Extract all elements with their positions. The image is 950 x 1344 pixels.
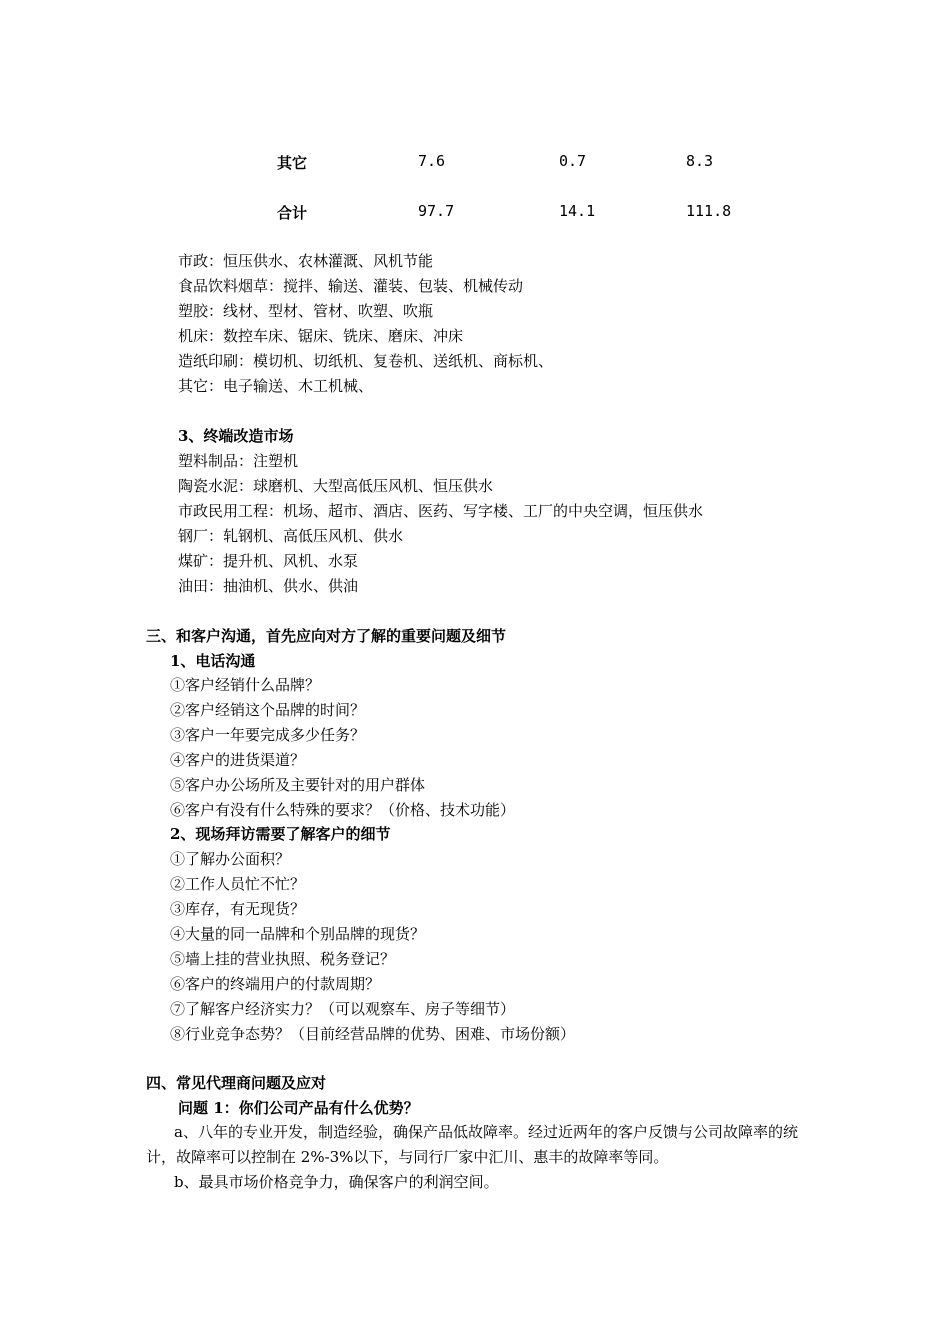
market-line: 钢厂：轧钢机、高低压风机、供水 [178,527,404,545]
industry-line: 机床：数控车床、锯床、铣床、磨床、冲床 [178,327,464,345]
question-item: ④客户的进货渠道？ [170,751,306,769]
industry-line: 食品饮料烟草：搅拌、输送、灌装、包装、机械传动 [178,277,524,295]
answer-paragraph: b、最具市场价格竞争力，确保客户的利润空间。 [174,1173,499,1191]
market-line: 煤矿：提升机、风机、水泵 [178,552,359,570]
subsection-heading: 2、现场拜访需要了解客户的细节 [170,825,391,843]
section-heading: 3、终端改造市场 [178,427,294,445]
detail-item: ②工作人员忙不忙？ [170,875,306,893]
industry-line: 造纸印刷：模切机、切纸机、复卷机、送纸机、商标机、 [178,352,554,370]
market-line: 塑料制品：注塑机 [178,452,299,470]
part-heading: 三、和客户沟通，首先应向对方了解的重要问题及细节 [146,627,507,645]
row-label: 合计 [277,204,308,222]
detail-item: ①了解办公面积？ [170,850,291,868]
detail-item: ④大量的同一品牌和个别品牌的现货？ [170,925,426,943]
question-heading: 问题 1：你们公司产品有什么优势？ [178,1099,419,1117]
row-value-3: 8.3 [686,152,714,170]
question-item: ①客户经销什么品牌？ [170,676,321,694]
row-label: 其它 [277,154,308,172]
question-item: ⑥客户有没有什么特殊的要求？（价格、技术功能） [170,801,516,819]
row-value-2: 0.7 [559,152,587,170]
detail-item: ⑤墙上挂的营业执照、税务登记？ [170,950,396,968]
industry-line: 塑胶：线材、型材、管材、吹塑、吹瓶 [178,302,434,320]
detail-item: ⑦了解客户经济实力？（可以观察车、房子等细节） [170,1000,516,1018]
market-line: 油田：抽油机、供水、供油 [178,577,359,595]
industry-line: 其它：电子输送、木工机械、 [178,377,374,395]
row-value-2: 14.1 [559,202,596,220]
market-line: 陶瓷水泥：球磨机、大型高低压风机、恒压供水 [178,477,494,495]
row-value-3: 111.8 [686,202,732,220]
industry-line: 市政：恒压供水、农林灌溉、风机节能 [178,252,434,270]
question-item: ⑤客户办公场所及主要针对的用户群体 [170,776,426,794]
subsection-heading: 1、电话沟通 [170,652,256,670]
market-line: 市政民用工程：机场、超市、酒店、医药、写字楼、工厂的中央空调，恒压供水 [178,502,704,520]
detail-item: ③库存，有无现货？ [170,900,306,918]
table-row [0,202,950,226]
row-value-1: 97.7 [418,202,455,220]
detail-item: ⑧行业竞争态势？（目前经营品牌的优势、困难、市场份额） [170,1025,576,1043]
detail-item: ⑥客户的终端用户的付款周期？ [170,975,381,993]
question-item: ③客户一年要完成多少任务？ [170,726,366,744]
question-item: ②客户经销这个品牌的时间？ [170,701,366,719]
table-row [0,152,950,176]
part-heading: 四、常见代理商问题及应对 [146,1074,327,1092]
answer-paragraph: a、八年的专业开发，制造经验，确保产品低故障率。经过近两年的客户反馈与公司故障率的统计，故障率可以控制在 2%-3%以下，与同行厂家中汇川、惠丰的故障率等同。 [146,1123,798,1166]
row-value-1: 7.6 [418,152,446,170]
